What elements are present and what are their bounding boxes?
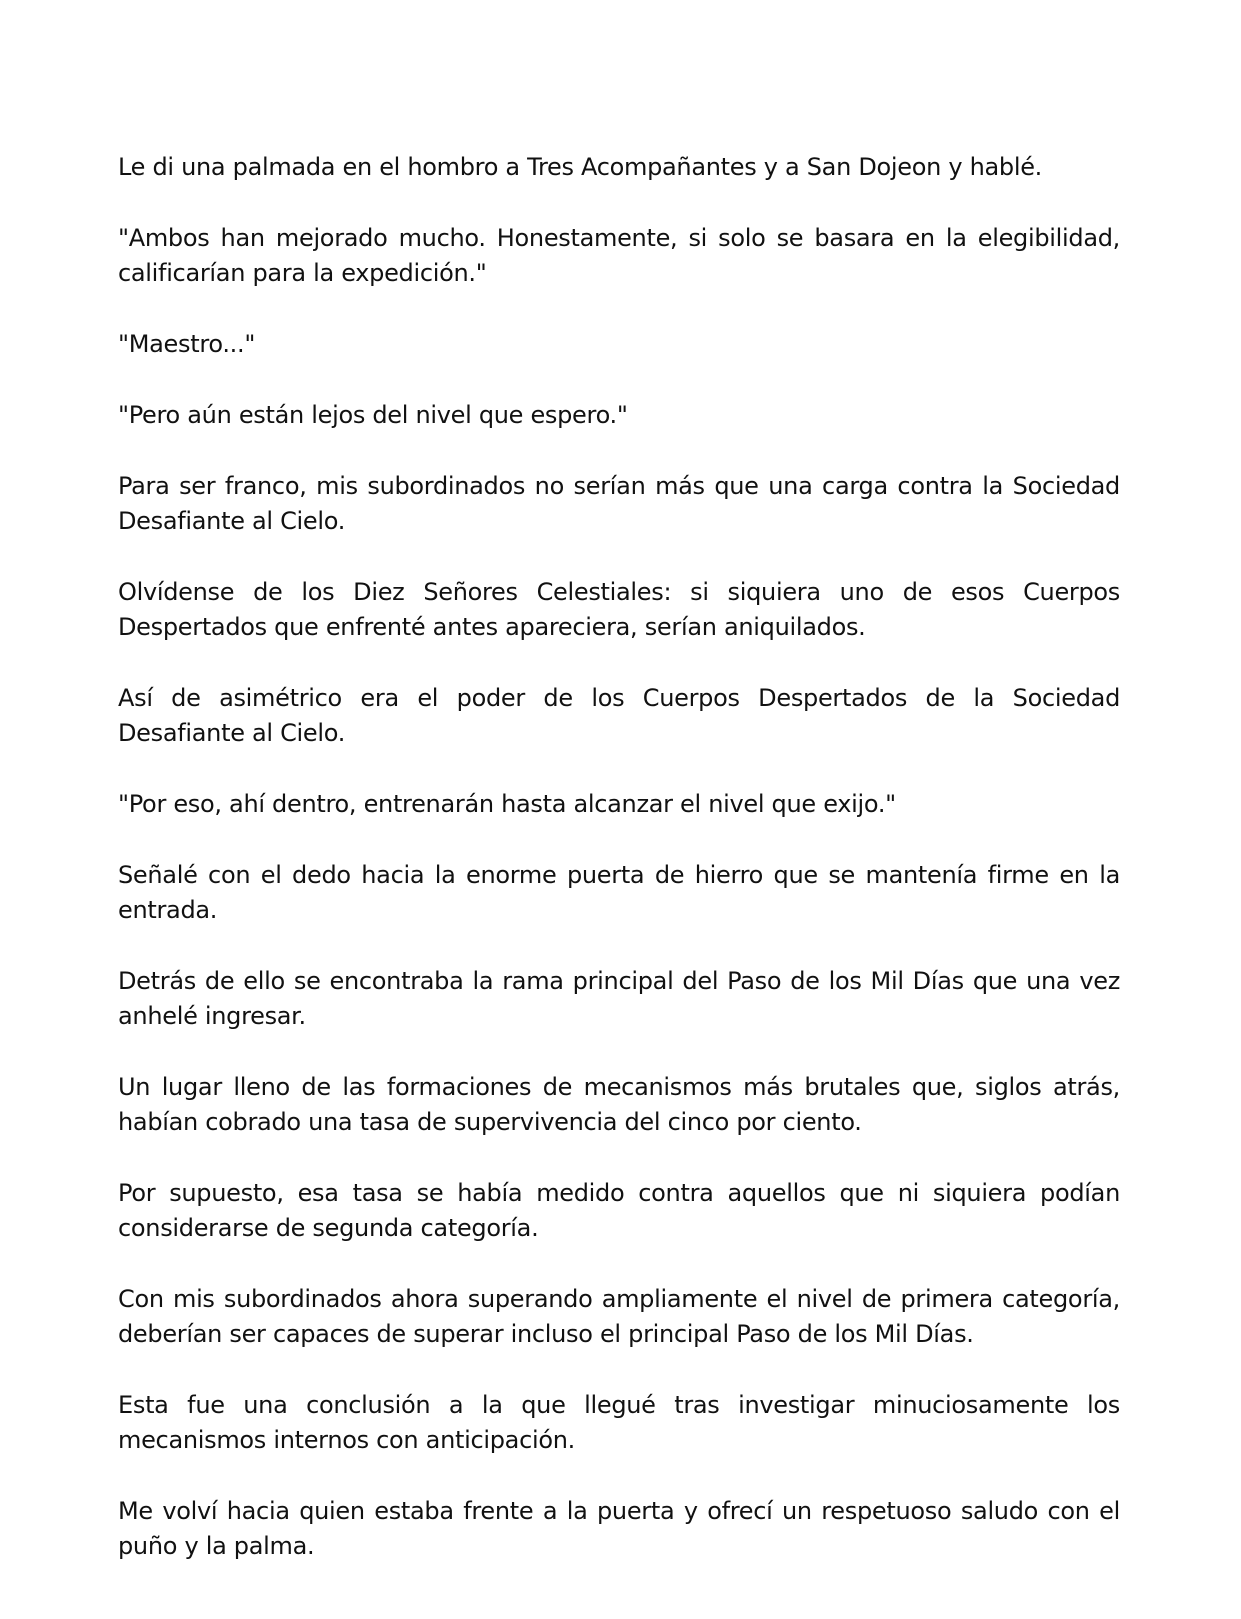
paragraph: Un lugar lleno de las formaciones de mecanismos más brutales que, siglos atrás, habían cobrado una tasa de supervivencia del cinco por ciento. <box>118 1073 1120 1136</box>
paragraph: Esta fue una conclusión a la que llegué tras investigar minuciosamente los mecanismos internos con anticipación. <box>118 1391 1120 1454</box>
paragraph: Señalé con el dedo hacia la enorme puerta de hierro que se mantenía firme en la entrada. <box>118 861 1120 924</box>
paragraph: Detrás de ello se encontraba la rama principal del Paso de los Mil Días que una vez anhelé ingresar. <box>118 967 1120 1030</box>
document-body <box>118 150 1120 1564</box>
paragraph: Me volví hacia quien estaba frente a la puerta y ofrecí un respetuoso saludo con el puño y la palma. <box>118 1497 1120 1560</box>
paragraph: Por supuesto, esa tasa se había medido contra aquellos que ni siquiera podían considerarse de segunda categoría. <box>118 1179 1120 1242</box>
paragraph: "Por eso, ahí dentro, entrenarán hasta alcanzar el nivel que exijo." <box>118 790 896 818</box>
paragraph: Con mis subordinados ahora superando ampliamente el nivel de primera categoría, deberían ser capaces de superar incluso el principal Paso de los Mil Días. <box>118 1285 1120 1348</box>
paragraph: "Maestro..." <box>118 330 256 358</box>
paragraph: Le di una palmada en el hombro a Tres Acompañantes y a San Dojeon y hablé. <box>118 153 1042 181</box>
paragraph: "Ambos han mejorado mucho. Honestamente, si solo se basara en la elegibilidad, calificarían para la expedición." <box>118 224 1120 287</box>
paragraph: Para ser franco, mis subordinados no serían más que una carga contra la Sociedad Desafiante al Cielo. <box>118 472 1120 535</box>
paragraph: Así de asimétrico era el poder de los Cuerpos Despertados de la Sociedad Desafiante al Cielo. <box>118 684 1120 747</box>
paragraph: "Pero aún están lejos del nivel que espero." <box>118 401 628 429</box>
paragraph: Olvídense de los Diez Señores Celestiales: si siquiera uno de esos Cuerpos Despertados que enfrenté antes apareciera, serían aniquilados. <box>118 578 1120 641</box>
